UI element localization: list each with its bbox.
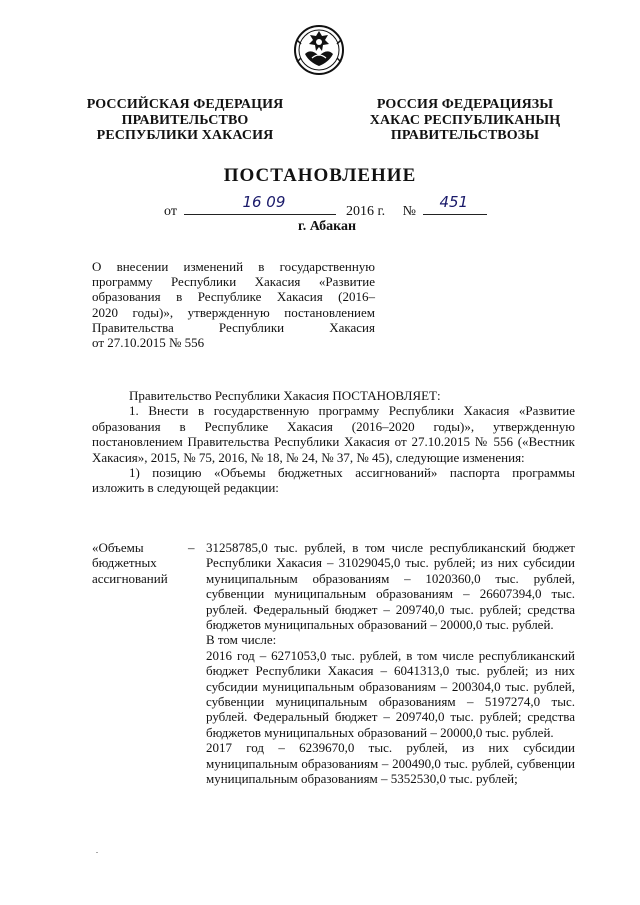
- subject-line: Правительства Республики Хакасия: [92, 319, 375, 335]
- subject-line: 2020 годы)», утвержденную постановлением: [92, 304, 375, 320]
- table-value-cell: [206, 540, 575, 787]
- table-value-paragraph: 2017 год – 6239670,0 тыс. рублей, из них субсидии муниципальным образованиям – 200490,0 тыс. рублей, субвенции муниципальным образованиям – 5352530,0 тыс. рублей;: [206, 740, 575, 787]
- subject-block: [92, 259, 375, 350]
- body-paragraph: Правительство Республики Хакасия ПОСТАНОВЛЯЕТ:: [129, 388, 441, 403]
- subject-line: программу Республики Хакасия «Развитие: [92, 274, 375, 290]
- header-right-line: ХАКАС РЕСПУБЛИКАНЫҢ: [369, 112, 561, 128]
- table-label-cell: «Объемы бюджетных ассигнований: [92, 540, 168, 586]
- table-value-paragraph: 31258785,0 тыс. рублей, в том числе республиканский бюджет Республики Хакасия – 31029045,0 тыс. рублей; из них субсидии муниципальным образованиям – 1020360,0 тыс. рублей, субвенции муниципальным образованиям – 26607394,0 тыс. рублей. Федеральный бюджет – 209740,0 тыс. рублей; средства бюджетов муниципальных образований – 20000,0 тыс. рублей.: [206, 540, 575, 633]
- date-from-label: от: [164, 204, 177, 219]
- number-label: №: [402, 204, 416, 219]
- header-right-line: ПРАВИТЕЛЬСТВОЗЫ: [390, 128, 540, 143]
- city-label: г. Абакан: [298, 219, 357, 234]
- body-paragraph: 1. Внести в государственную программу Республики Хакасия «Развитие образования в Республике Хакасия (2016–2020 годы)», утвержденную постановлением Правительства Республики Хакасия от 27.10.2015 № 556 («Вестник Хакасия», 2015, № 75, 2016, № 18, № 24, № 37, № 45), следующие изменения:: [92, 403, 575, 465]
- header-left-line: РЕСПУБЛИКИ ХАКАСИЯ: [96, 128, 274, 143]
- subject-line: О внесении изменений в государственную: [92, 259, 375, 274]
- number-blank: [423, 193, 487, 215]
- coat-of-arms-emblem: [293, 22, 345, 78]
- body-text: [92, 388, 575, 496]
- header-right-line: РОССИЯ ФЕДЕРАЦИЯЗЫ: [376, 97, 554, 112]
- header-left-line: ПРАВИТЕЛЬСТВО: [121, 112, 249, 128]
- date-blank: [184, 193, 336, 215]
- year-label: 2016 г.: [345, 204, 386, 219]
- header-right-block: [365, 97, 565, 144]
- table-value-paragraph: 2016 год – 6271053,0 тыс. рублей, в том числе республиканский бюджет Республики Хакасия – 6041313,0 тыс. рублей; из них субсидии муниципальным образованиям – 200304,0 тыс. рублей, субвенции муниципальным образованиям – 5197274,0 тыс. рублей. Федеральный бюджет – 209740,0 тыс. рублей; средства бюджетов муниципальных образований – 20000,0 тыс. рублей.: [206, 647, 575, 740]
- body-paragraph: 1) позицию «Объемы бюджетных ассигнований» паспорта программы изложить в следующей редакции:: [92, 465, 575, 496]
- table-value-paragraph: В том числе:: [206, 632, 277, 648]
- handwritten-number: 451: [439, 193, 469, 211]
- header-left-block: [80, 97, 290, 144]
- footer-mark: .: [96, 846, 98, 855]
- subject-line: образования в Республике Хакасия (2016–: [92, 289, 375, 305]
- header-left-line: РОССИЙСКАЯ ФЕДЕРАЦИЯ: [86, 97, 284, 112]
- document-title: ПОСТАНОВЛЕНИЕ: [223, 165, 417, 186]
- date-number-line: [164, 193, 487, 220]
- subject-line: от 27.10.2015 № 556: [92, 335, 205, 351]
- handwritten-date: 16 09: [242, 193, 286, 211]
- table-dash: –: [188, 540, 195, 555]
